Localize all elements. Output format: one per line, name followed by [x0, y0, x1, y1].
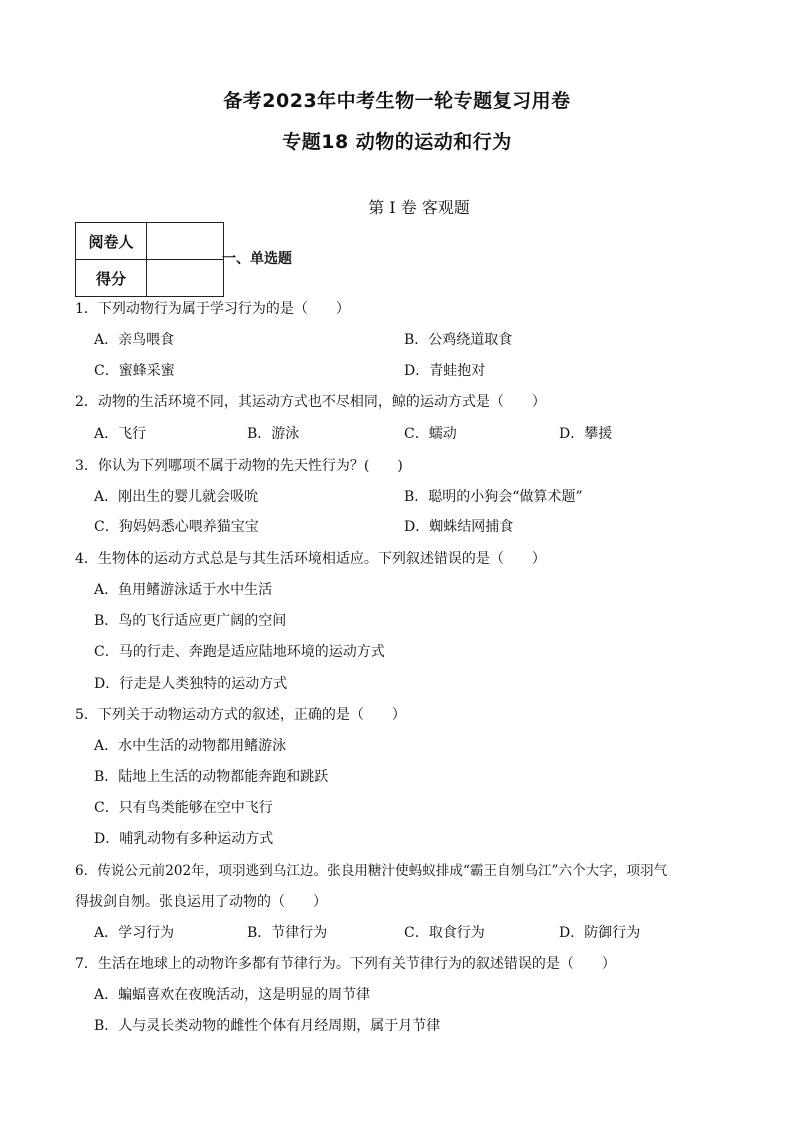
option: D．青蛙抱对 — [404, 363, 486, 379]
question-stem-continued: 得拔剑自刎。张良运用了动物的（ ） — [75, 894, 327, 910]
option: B．游泳 — [247, 426, 300, 442]
option: B．节律行为 — [247, 925, 328, 941]
option: D．防御行为 — [559, 925, 641, 941]
option: B．鸟的飞行适应更广阔的空间 — [94, 613, 287, 629]
question-stem: 5．下列关于动物运动方式的叙述，正确的是（ ） — [75, 707, 406, 723]
option: D．行走是人类独特的运动方式 — [94, 676, 288, 692]
question-stem: 1．下列动物行为属于学习行为的是（ ） — [75, 301, 350, 317]
option: D．攀援 — [559, 426, 613, 442]
option: D．蜘蛛结网捕食 — [404, 519, 514, 535]
option: A．水中生活的动物都用鳍游泳 — [94, 738, 287, 754]
score-field[interactable] — [147, 260, 224, 297]
score-table — [75, 222, 224, 297]
option: B．人与灵长类动物的雌性个体有月经周期，属于月节律 — [94, 1018, 441, 1034]
option: A．鱼用鳍游泳适于水中生活 — [94, 582, 273, 598]
option: B．公鸡绕道取食 — [404, 332, 513, 348]
question-stem: 3．你认为下列哪项不属于动物的先天性行为？( ) — [75, 458, 403, 474]
reviewer-field[interactable] — [147, 223, 224, 260]
option: C．蜜蜂采蜜 — [94, 363, 175, 379]
question-stem: 2．动物的生活环境不同，其运动方式也不尽相同，鲸的运动方式是（ ） — [75, 394, 546, 410]
option: A．蝙蝠喜欢在夜晚活动，这是明显的周节律 — [94, 987, 371, 1003]
option: C．马的行走、奔跑是适应陆地环境的运动方式 — [94, 644, 385, 660]
option: A．刚出生的婴儿就会吸吮 — [94, 489, 259, 505]
score-label: 得分 — [76, 260, 147, 297]
option: C．蠕动 — [404, 426, 457, 442]
document-title: 备考2023年中考生物一轮专题复习用卷 — [223, 90, 571, 112]
option: D．哺乳动物有多种运动方式 — [94, 831, 274, 847]
reviewer-label: 阅卷人 — [76, 223, 147, 260]
question-stem: 6．传说公元前202年，项羽逃到乌江边。张良用糖汁使蚂蚁排成“霸王自刎乌江”六个大字，项羽气 — [75, 863, 668, 879]
option: C．狗妈妈悉心喂养猫宝宝 — [94, 519, 259, 535]
section-heading: 第 I 卷 客观题 — [368, 198, 470, 217]
option: A．亲鸟喂食 — [94, 332, 175, 348]
option: A．飞行 — [94, 426, 147, 442]
option: C．取食行为 — [404, 925, 485, 941]
document-subtitle: 专题18 动物的运动和行为 — [282, 131, 512, 153]
option: C．只有鸟类能够在空中飞行 — [94, 800, 273, 816]
option: B．聪明的小狗会“做算术题” — [404, 489, 583, 505]
question-stem: 7．生活在地球上的动物许多都有节律行为。下列有关节律行为的叙述错误的是（ ） — [75, 956, 616, 972]
option: A．学习行为 — [94, 925, 175, 941]
option: B．陆地上生活的动物都能奔跑和跳跃 — [94, 769, 329, 785]
question-stem: 4．生物体的运动方式总是与其生活环境相适应。下列叙述错误的是（ ） — [75, 551, 546, 567]
part-title: 一、单选题 — [222, 251, 292, 267]
